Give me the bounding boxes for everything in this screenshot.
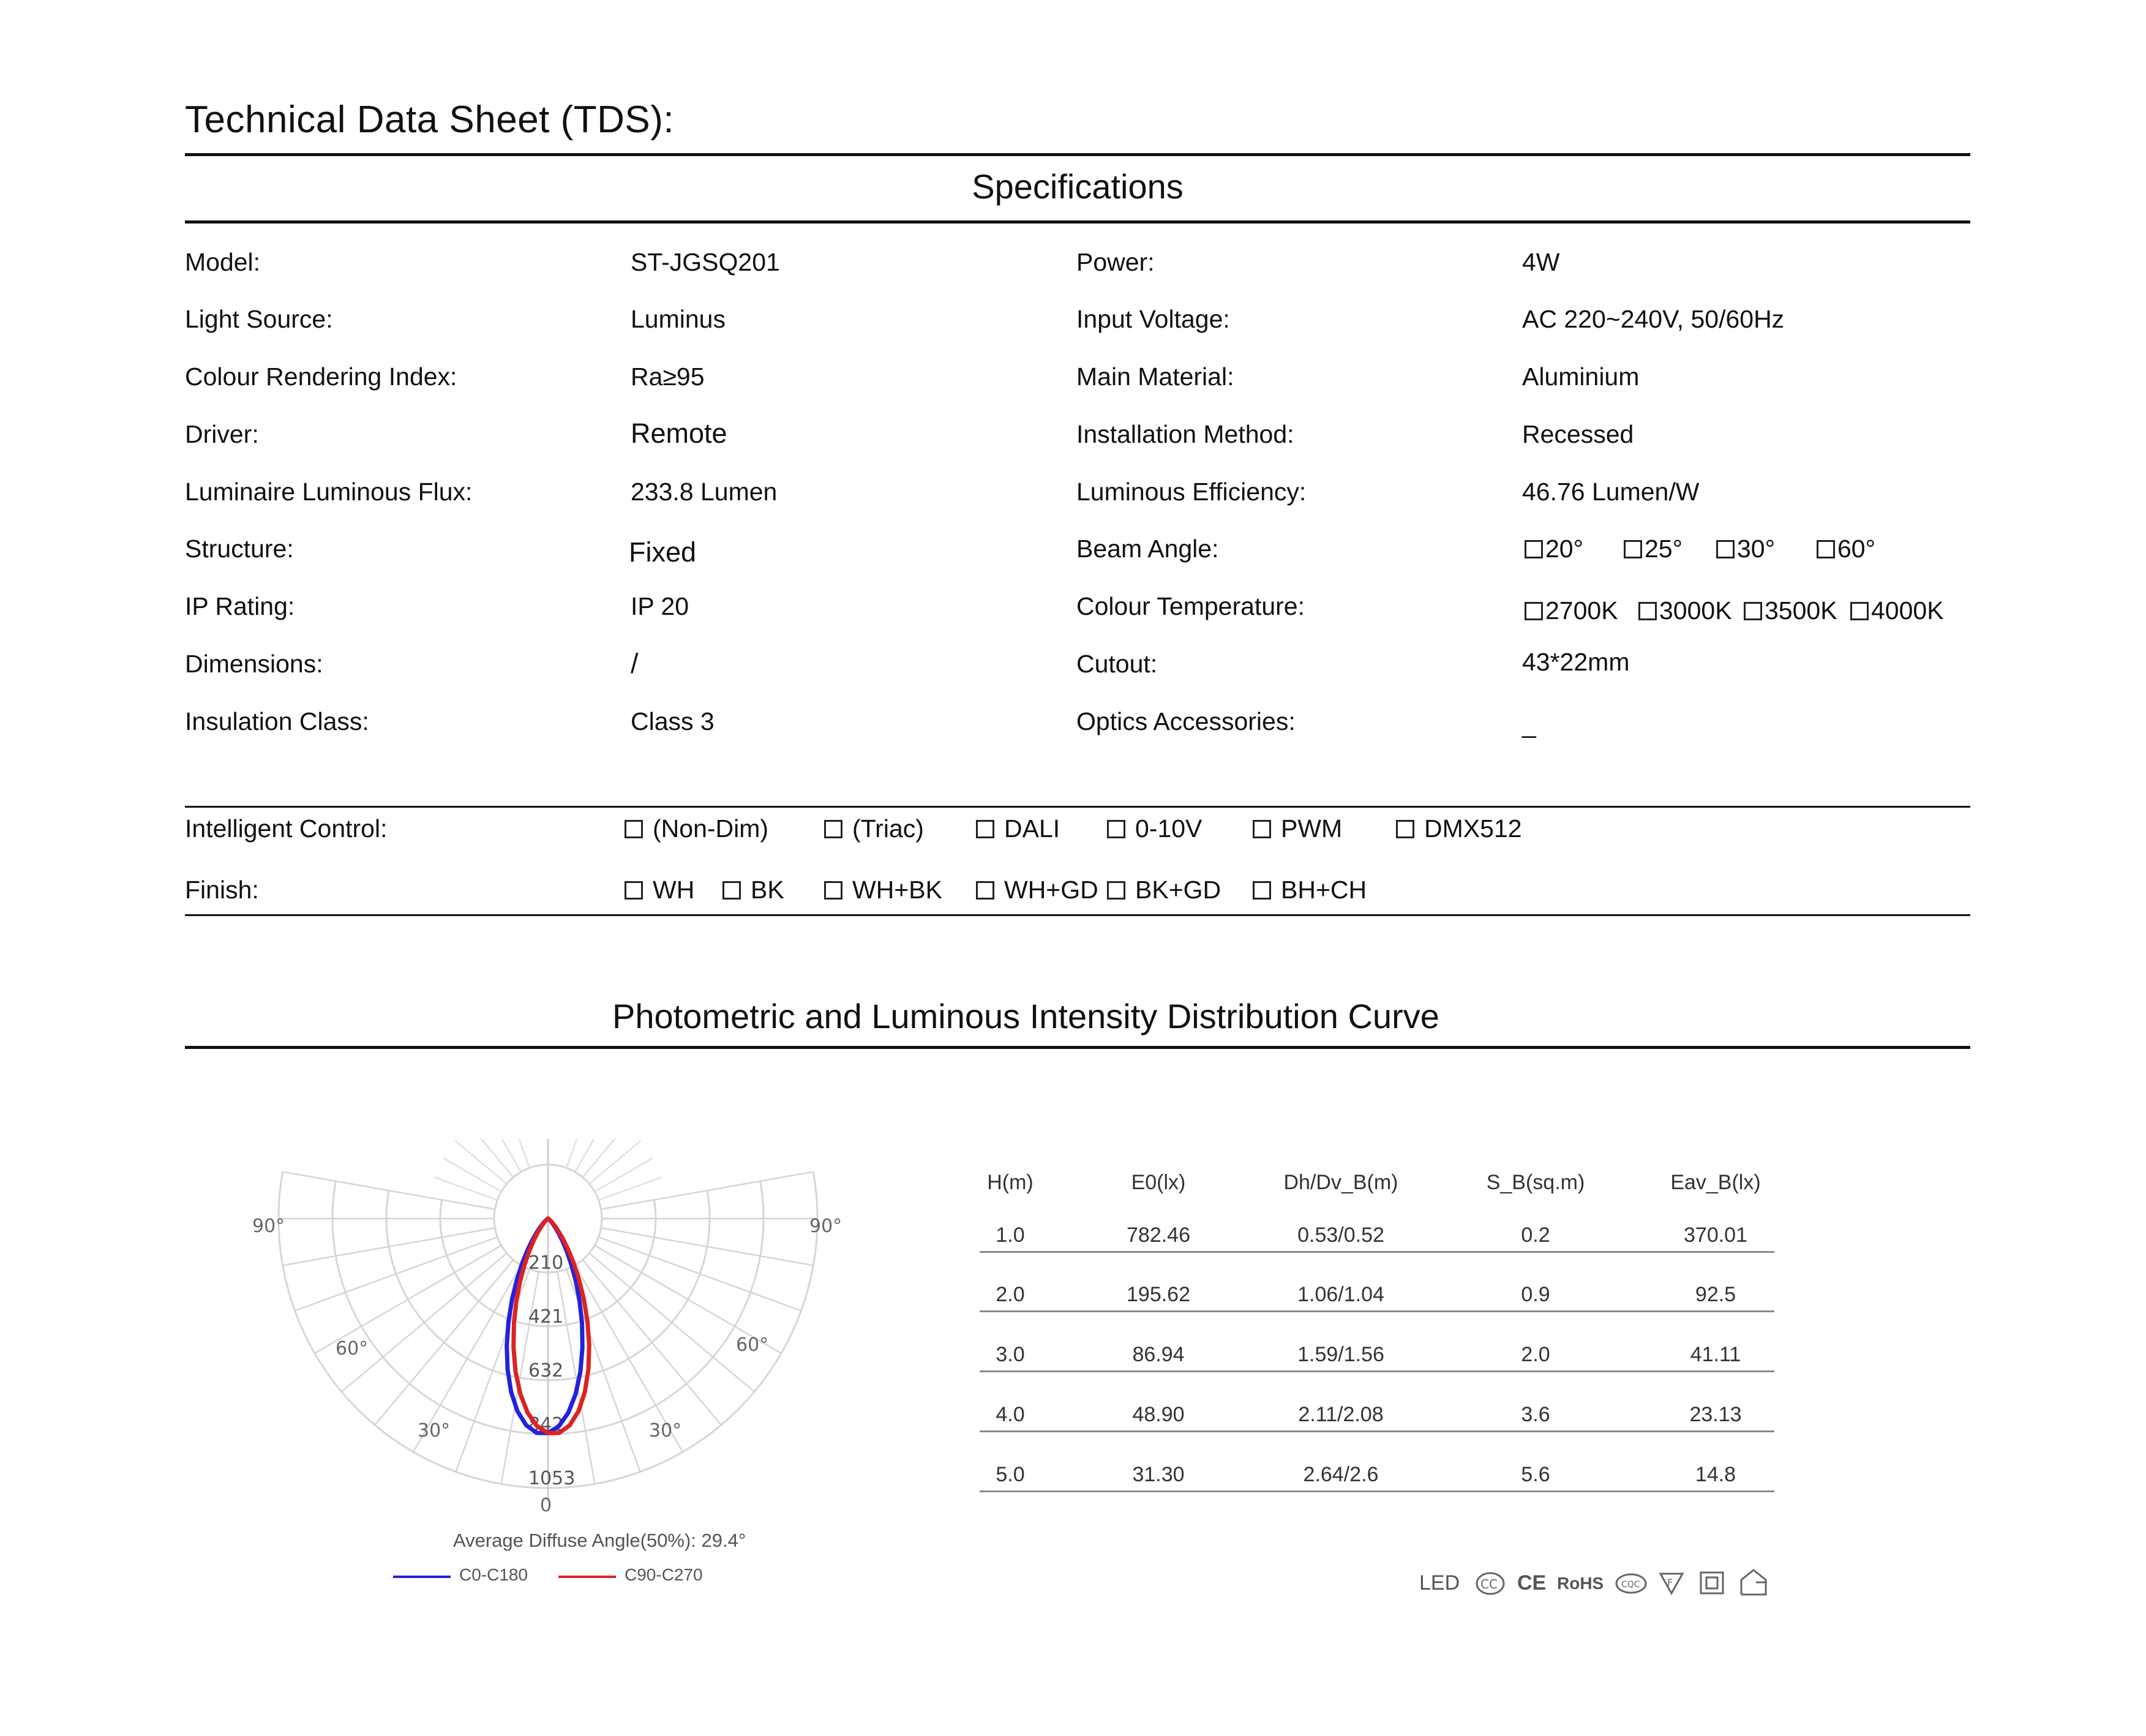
table-header-eav-b: Eav_B(lx) bbox=[1670, 1171, 1761, 1194]
table-cell: 3.0 bbox=[996, 1343, 1025, 1366]
control-option-triac[interactable]: (Triac) bbox=[824, 814, 924, 843]
angle-label-right-30: 30° bbox=[649, 1420, 682, 1441]
checkbox-icon[interactable] bbox=[1396, 820, 1414, 838]
spec-value-ip-rating: IP 20 bbox=[631, 592, 689, 620]
cqc-mark-icon bbox=[1614, 1571, 1648, 1596]
checkbox-icon[interactable] bbox=[1716, 540, 1735, 558]
spec-label-light-source: Light Source: bbox=[185, 305, 333, 333]
rohs-mark: RoHS bbox=[1557, 1574, 1604, 1593]
radial-tick-label: 210 bbox=[528, 1252, 564, 1274]
spec-label-power: Power: bbox=[1076, 248, 1155, 276]
spec-label-ip-rating: IP Rating: bbox=[185, 592, 295, 620]
checkbox-icon[interactable] bbox=[1525, 540, 1543, 558]
radial-tick-label: 842 bbox=[528, 1414, 564, 1435]
radial-tick-label: 1053 bbox=[528, 1468, 576, 1489]
table-cell: 5.6 bbox=[1521, 1463, 1550, 1486]
polar-grid-spoke bbox=[589, 1253, 754, 1392]
finish-label: Finish: bbox=[185, 876, 259, 904]
spec-value-luminous-flux: 233.8 Lumen bbox=[631, 478, 778, 506]
checkbox-icon[interactable] bbox=[976, 881, 994, 900]
polar-grid-spoke bbox=[434, 1177, 497, 1200]
polar-grid-spoke bbox=[342, 1253, 507, 1392]
specifications-divider bbox=[185, 220, 1970, 224]
polar-grid-spoke bbox=[601, 1172, 814, 1209]
colour-temp-option-4000k[interactable]: 4000K bbox=[1850, 596, 1944, 625]
polar-grid-spoke bbox=[375, 1260, 513, 1425]
table-cell: 1.0 bbox=[996, 1223, 1025, 1247]
checkbox-icon[interactable] bbox=[976, 820, 994, 838]
photometric-heading: Photometric and Luminous Intensity Distribution Curve bbox=[612, 997, 1439, 1035]
table-cell: 48.90 bbox=[1132, 1403, 1185, 1426]
spec-value-dimensions: / bbox=[631, 648, 639, 679]
checkbox-icon[interactable] bbox=[1850, 602, 1869, 620]
table-cell: 86.94 bbox=[1132, 1343, 1185, 1366]
table-cell: 41.11 bbox=[1690, 1343, 1741, 1366]
table-cell: 14.8 bbox=[1695, 1463, 1736, 1486]
spec-label-optics-accessories: Optics Accessories: bbox=[1076, 707, 1296, 735]
finish-option-wh[interactable]: WH bbox=[625, 876, 694, 904]
polar-grid-spoke bbox=[315, 1246, 501, 1353]
legend-swatch-c90-c270 bbox=[558, 1576, 616, 1578]
checkbox-icon[interactable] bbox=[625, 881, 643, 900]
table-cell: 0.53/0.52 bbox=[1297, 1223, 1384, 1247]
polar-grid-spoke bbox=[295, 1237, 498, 1310]
table-cell: 195.62 bbox=[1127, 1283, 1190, 1306]
table-cell: 370.01 bbox=[1684, 1223, 1747, 1247]
table-cell: 1.06/1.04 bbox=[1297, 1283, 1384, 1306]
control-top-divider bbox=[185, 806, 1970, 808]
table-header-dh-dv: Dh/Dv_B(m) bbox=[1283, 1171, 1398, 1194]
ce-mark: CE bbox=[1517, 1571, 1547, 1595]
checkbox-icon[interactable] bbox=[1253, 881, 1271, 900]
finish-option-bh-ch[interactable]: BH+CH bbox=[1253, 876, 1367, 904]
spec-label-main-material: Main Material: bbox=[1076, 363, 1234, 391]
spec-label-model: Model: bbox=[185, 248, 261, 276]
checkbox-icon[interactable] bbox=[1624, 540, 1642, 558]
spec-value-driver: Remote bbox=[631, 418, 727, 449]
spec-label-cri: Colour Rendering Index: bbox=[185, 363, 457, 391]
angle-label-bottom-0: 0 bbox=[540, 1495, 552, 1516]
table-cell: 2.0 bbox=[1521, 1343, 1550, 1366]
angle-label-left-90: 90° bbox=[252, 1216, 285, 1237]
polar-grid-spoke bbox=[583, 1260, 721, 1425]
spec-label-driver: Driver: bbox=[185, 420, 259, 448]
control-option-dali[interactable]: DALI bbox=[976, 814, 1060, 843]
table-row-divider bbox=[980, 1490, 1774, 1492]
polar-grid-spoke bbox=[599, 1237, 801, 1310]
polar-grid-spoke bbox=[283, 1228, 495, 1265]
colour-temp-option-3500k[interactable]: 3500K bbox=[1744, 596, 1837, 625]
control-option-non-dim[interactable]: (Non-Dim) bbox=[625, 814, 768, 843]
control-bottom-divider bbox=[185, 914, 1970, 916]
checkbox-icon[interactable] bbox=[722, 881, 741, 900]
spec-label-input-voltage: Input Voltage: bbox=[1076, 305, 1230, 333]
intelligent-control-label: Intelligent Control: bbox=[185, 814, 388, 843]
spec-value-light-source: Luminus bbox=[631, 305, 726, 333]
polar-grid-spoke bbox=[601, 1228, 814, 1265]
control-option-dmx512[interactable]: DMX512 bbox=[1396, 814, 1522, 843]
spec-value-luminous-efficiency: 46.76 Lumen/W bbox=[1522, 478, 1700, 506]
spec-label-insulation-class: Insulation Class: bbox=[185, 707, 369, 735]
table-row-divider bbox=[980, 1430, 1774, 1432]
polar-grid-spoke bbox=[455, 1141, 506, 1184]
finish-option-wh-bk[interactable]: WH+BK bbox=[824, 876, 942, 904]
control-option-pwm[interactable]: PWM bbox=[1253, 814, 1342, 843]
legend-label-c0-c180: C0-C180 bbox=[459, 1565, 528, 1584]
beam-angle-option-60[interactable]: 60° bbox=[1817, 535, 1875, 563]
legend-label-c90-c270: C90-C270 bbox=[625, 1565, 703, 1584]
led-mark: LED bbox=[1419, 1571, 1460, 1595]
spec-value-optics-accessories: _ bbox=[1522, 710, 1536, 738]
table-header-e0: E0(lx) bbox=[1131, 1171, 1186, 1194]
checkbox-icon[interactable] bbox=[1107, 881, 1125, 900]
specifications-heading: Specifications bbox=[972, 167, 1184, 206]
checkbox-icon[interactable] bbox=[1253, 820, 1271, 838]
beam-angle-option-25[interactable]: 25° bbox=[1624, 535, 1683, 563]
spec-label-luminous-efficiency: Luminous Efficiency: bbox=[1076, 478, 1307, 506]
spec-label-luminous-flux: Luminaire Luminous Flux: bbox=[185, 478, 473, 506]
table-cell: 782.46 bbox=[1127, 1223, 1190, 1247]
photometric-divider bbox=[185, 1046, 1970, 1049]
chart-caption: Average Diffuse Angle(50%): 29.4° bbox=[453, 1530, 746, 1551]
table-cell: 3.6 bbox=[1521, 1403, 1550, 1426]
polar-grid-spoke bbox=[595, 1158, 653, 1192]
checkbox-icon[interactable] bbox=[1638, 602, 1657, 620]
table-cell: 31.30 bbox=[1132, 1463, 1185, 1486]
checkbox-icon[interactable] bbox=[824, 881, 842, 900]
polar-grid-spoke bbox=[283, 1172, 495, 1209]
spec-label-installation-method: Installation Method: bbox=[1076, 420, 1294, 448]
double-insulation-icon bbox=[1698, 1570, 1725, 1596]
spec-value-input-voltage: AC 220~240V, 50/60Hz bbox=[1522, 305, 1785, 333]
beam-angle-option-30[interactable]: 30° bbox=[1716, 535, 1775, 563]
spec-value-structure: Fixed bbox=[629, 536, 697, 568]
checkbox-icon[interactable] bbox=[625, 820, 643, 838]
polar-grid bbox=[279, 1139, 817, 1500]
checkbox-icon[interactable] bbox=[1817, 540, 1835, 558]
table-cell: 2.64/2.6 bbox=[1303, 1463, 1379, 1486]
f-mark-icon bbox=[1658, 1570, 1685, 1596]
svg-text:F: F bbox=[1667, 1577, 1673, 1588]
spec-value-cri: Ra≥95 bbox=[631, 363, 705, 391]
finish-option-wh-gd[interactable]: WH+GD bbox=[976, 876, 1098, 904]
checkbox-icon[interactable] bbox=[1525, 602, 1543, 620]
colour-temp-option-3000k[interactable]: 3000K bbox=[1638, 596, 1732, 625]
spec-label-structure: Structure: bbox=[185, 535, 294, 563]
polar-grid-spoke bbox=[589, 1141, 640, 1184]
table-cell: 0.2 bbox=[1521, 1223, 1550, 1247]
table-cell: 2.0 bbox=[996, 1283, 1025, 1306]
radial-tick-label: 421 bbox=[528, 1306, 564, 1328]
spec-label-colour-temperature: Colour Temperature: bbox=[1076, 592, 1305, 620]
svg-text:CC: CC bbox=[1480, 1577, 1498, 1591]
spec-value-main-material: Aluminium bbox=[1522, 363, 1640, 391]
table-cell: 23.13 bbox=[1689, 1403, 1742, 1426]
indoor-use-icon bbox=[1738, 1568, 1769, 1597]
page-title: Technical Data Sheet (TDS): bbox=[185, 99, 675, 141]
checkbox-icon[interactable] bbox=[1744, 602, 1762, 620]
finish-option-bk[interactable]: BK bbox=[722, 876, 784, 904]
beam-angle-option-20[interactable]: 20° bbox=[1525, 535, 1583, 563]
table-cell: 5.0 bbox=[996, 1463, 1025, 1486]
legend-swatch-c0-c180 bbox=[393, 1576, 451, 1578]
angle-label-left-60: 60° bbox=[336, 1338, 369, 1359]
table-row-divider bbox=[980, 1370, 1774, 1372]
table-cell: 4.0 bbox=[996, 1403, 1025, 1426]
table-cell: 1.59/1.56 bbox=[1297, 1343, 1384, 1366]
table-header-h: H(m) bbox=[987, 1171, 1034, 1194]
table-cell: 2.11/2.08 bbox=[1298, 1403, 1384, 1426]
table-cell: 92.5 bbox=[1695, 1283, 1736, 1306]
control-option-0-10v[interactable]: 0-10V bbox=[1107, 814, 1202, 843]
checkbox-icon[interactable] bbox=[824, 820, 842, 838]
spec-value-cutout: 43*22mm bbox=[1522, 648, 1630, 676]
polar-grid-spoke bbox=[599, 1177, 662, 1200]
angle-label-right-90: 90° bbox=[809, 1216, 842, 1237]
finish-option-bk-gd[interactable]: BK+GD bbox=[1107, 876, 1221, 904]
radial-tick-label: 632 bbox=[528, 1360, 564, 1381]
checkbox-icon[interactable] bbox=[1107, 820, 1125, 838]
angle-label-right-60: 60° bbox=[736, 1334, 769, 1356]
table-row-divider bbox=[980, 1251, 1774, 1253]
table-header-s-b: S_B(sq.m) bbox=[1486, 1171, 1585, 1194]
ccc-mark-icon bbox=[1474, 1570, 1506, 1597]
title-divider bbox=[185, 153, 1970, 156]
polar-grid-spoke bbox=[443, 1158, 501, 1192]
colour-temp-option-2700k[interactable]: 2700K bbox=[1525, 596, 1618, 625]
table-row-divider bbox=[980, 1310, 1774, 1312]
spec-value-installation-method: Recessed bbox=[1522, 420, 1634, 448]
spec-value-model: ST-JGSQ201 bbox=[631, 248, 780, 276]
spec-label-beam-angle: Beam Angle: bbox=[1076, 535, 1219, 563]
table-cell: 0.9 bbox=[1521, 1283, 1550, 1306]
angle-label-left-30: 30° bbox=[418, 1420, 451, 1441]
spec-label-cutout: Cutout: bbox=[1076, 650, 1158, 678]
spec-value-insulation-class: Class 3 bbox=[631, 707, 715, 735]
spec-value-power: 4W bbox=[1522, 248, 1560, 276]
svg-text:CQC: CQC bbox=[1621, 1580, 1640, 1590]
spec-label-dimensions: Dimensions: bbox=[185, 650, 323, 678]
